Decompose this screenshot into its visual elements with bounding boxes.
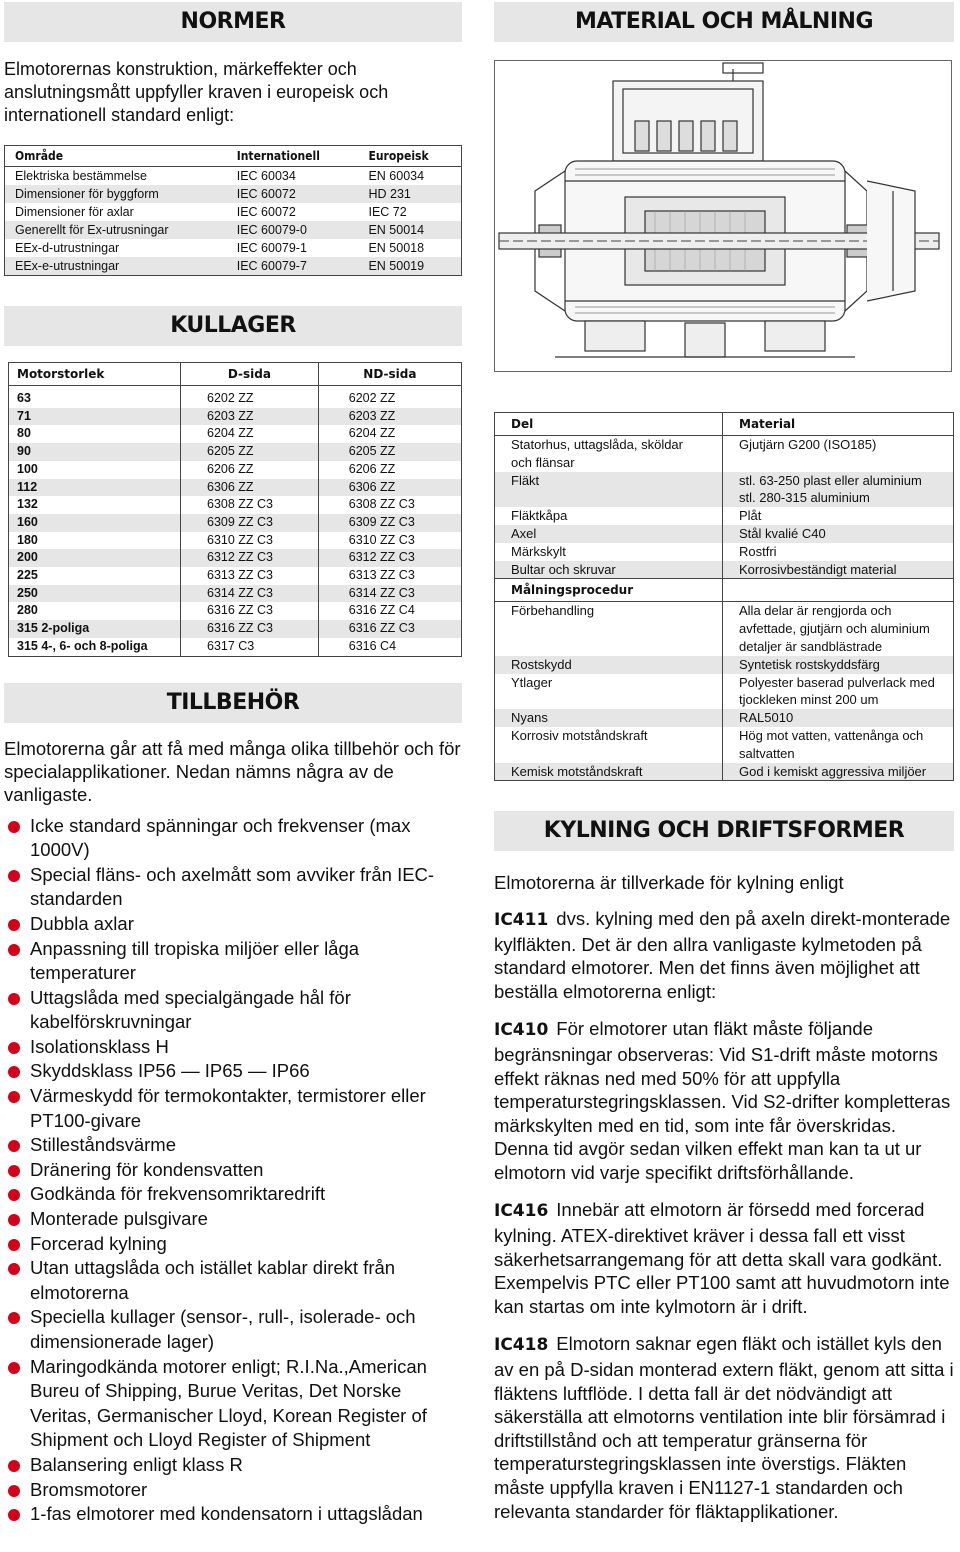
right-column [494, 2, 954, 1523]
normer-cell: EEx-e-utrustningar [5, 257, 227, 276]
motor-cross-section-drawing [494, 60, 952, 372]
tillbehor-item [4, 1355, 462, 1453]
kullager-cell: 225 [17, 568, 38, 583]
tillbehor-item-text: Anpassning till tropiska miljöer eller låga temperaturer [30, 937, 360, 984]
material-cell: Korrosivbeständigt material [723, 561, 954, 579]
material-row [495, 472, 954, 508]
bullet-icon [8, 1312, 20, 1324]
paint-cell: Nyans [495, 709, 723, 727]
kylning-intro: Elmotorerna är tillverkade för kylning enligt [494, 872, 844, 894]
kullager-cell: 6204 ZZ [318, 425, 461, 443]
normer-cell: Dimensioner för axlar [15, 205, 134, 219]
normer-cell: Generellt för Ex-utrusningar [5, 221, 227, 239]
tillbehor-item [4, 1478, 462, 1503]
kylning-blocks [494, 907, 954, 1523]
kullager-cell: 6309 ZZ C3 [181, 514, 319, 532]
tillbehor-item-text: Forcerad kylning [30, 1232, 167, 1254]
kullager-cell: 6316 ZZ C3 [181, 602, 319, 620]
tillbehor-item [4, 912, 462, 937]
bullet-icon [8, 1263, 20, 1275]
material-cell: Plåt [723, 507, 954, 525]
kullager-cell: 6316 ZZ C3 [318, 620, 461, 638]
kullager-row [9, 549, 462, 567]
tillbehor-item-text: Godkända för frekvensomriktaredrift [30, 1183, 326, 1205]
tillbehor-item [4, 1256, 462, 1305]
normer-header-omrade: Område [5, 146, 227, 167]
tillbehor-item [4, 863, 462, 912]
paint-cell: Kemisk motståndskraft [495, 763, 723, 781]
bullet-icon [8, 1485, 20, 1497]
kullager-row [9, 585, 462, 603]
tillbehor-item-text: Special fläns- och axelmått som avviker från IEC-standarden [30, 863, 435, 910]
tillbehor-item [4, 1232, 462, 1257]
bullet-icon [8, 1509, 20, 1521]
kullager-cell: 6202 ZZ [181, 386, 319, 408]
paint-cell: Rostskydd [495, 656, 723, 674]
tillbehor-item-text: Icke standard spänningar och frekvenser (max 1000V) [30, 814, 411, 861]
material-row [495, 436, 954, 472]
tillbehor-item [4, 1035, 462, 1060]
paint-row [495, 674, 954, 710]
kullager-cell: 6312 ZZ C3 [181, 549, 319, 567]
motor-drawing-svg [495, 61, 951, 371]
kullager-cell: 6316 ZZ C4 [318, 602, 461, 620]
bullet-icon [8, 821, 20, 833]
paint-row [495, 602, 954, 656]
material-cell: Stål kvalié C40 [723, 525, 954, 543]
material-table [494, 412, 954, 781]
normer-row [5, 257, 462, 276]
normer-cell: IEC 60079-1 [236, 241, 307, 255]
normer-header-europeisk: Europeisk [358, 146, 461, 167]
tillbehor-item-text: Dubbla axlar [30, 912, 134, 934]
material-cell: stl. 63-250 plast eller aluminium stl. 280-315 aluminium [723, 472, 954, 508]
bullet-icon [8, 870, 20, 882]
bullet-icon [8, 1066, 20, 1078]
bullet-icon [8, 919, 20, 931]
kullager-cell: 6316 C4 [318, 638, 461, 656]
cooling-method-block [494, 907, 954, 1003]
material-row [495, 507, 954, 525]
paint-row [495, 763, 954, 781]
kullager-cell: 6202 ZZ [318, 386, 461, 408]
bullet-icon [8, 1189, 20, 1201]
material-cell: Rostfri [723, 543, 954, 561]
kullager-header-d-sida: D-sida [181, 363, 319, 386]
cooling-method-block [494, 1198, 954, 1318]
tillbehor-item [4, 937, 462, 986]
kullager-cell: 6309 ZZ C3 [318, 514, 461, 532]
kullager-cell: 160 [9, 514, 181, 532]
tillbehor-item-text: Balansering enligt klass R [30, 1453, 243, 1475]
kullager-cell: 6203 ZZ [181, 408, 319, 426]
tillbehor-list [4, 814, 462, 1527]
kullager-row [9, 620, 462, 638]
normer-cell: EN 50014 [358, 221, 461, 239]
normer-cell: EN 50018 [368, 241, 425, 255]
tillbehor-intro: Elmotorerna går att få med många olika tillbehör och för specialapplikationer. Nedan nämns några av de vanligaste. [4, 737, 461, 805]
kullager-cell: 71 [9, 408, 181, 426]
normer-cell: EN 60034 [368, 169, 425, 183]
paint-row [495, 709, 954, 727]
kullager-cell: 112 [9, 479, 181, 497]
kullager-row [9, 408, 462, 426]
kullager-cell: 80 [17, 426, 31, 441]
paint-cell: Ytlager [511, 674, 553, 690]
material-cell: Fläkt [495, 472, 723, 508]
kullager-cell: 180 [17, 532, 38, 547]
cooling-method-block [494, 1017, 954, 1184]
left-column [4, 2, 462, 1527]
cooling-code: IC410 [494, 1020, 549, 1041]
paint-procedure-header-spacer [723, 579, 954, 602]
bullet-icon [8, 944, 20, 956]
bullet-icon [8, 1165, 20, 1177]
bullet-icon [8, 1140, 20, 1152]
kullager-cell: 250 [9, 585, 181, 603]
kylning-heading: KYLNING OCH DRIFTSFORMER [494, 811, 954, 851]
kullager-cell: 6308 ZZ C3 [318, 496, 461, 514]
cooling-code: IC416 [494, 1201, 549, 1222]
bullet-icon [8, 1214, 20, 1226]
kullager-cell: 200 [9, 549, 181, 567]
cooling-description: dvs. kylning med den på axeln direkt-monterade kylfläkten. Det är den allra vanligaste kylmetoden på standard elmotorer. Men det finns även möjlighet att beställa elmotorerna enligt: [494, 907, 951, 1002]
normer-row [5, 203, 462, 221]
tillbehor-item [4, 1453, 462, 1478]
kullager-cell: 6316 ZZ C3 [181, 620, 319, 638]
kullager-row [9, 496, 462, 514]
normer-heading: NORMER [4, 2, 462, 42]
normer-cell: EN 50019 [358, 257, 461, 276]
material-row [495, 525, 954, 543]
tillbehor-item-text: Monterade pulsgivare [30, 1208, 208, 1230]
tillbehor-item [4, 1084, 462, 1133]
kullager-table [8, 362, 462, 657]
tillbehor-item [4, 1207, 462, 1232]
bullet-icon [8, 1460, 20, 1472]
normer-cell: IEC 60072 [227, 185, 359, 203]
kullager-cell: 280 [17, 603, 38, 618]
kullager-row [9, 532, 462, 550]
kullager-cell: 6203 ZZ [318, 408, 461, 426]
kullager-row [9, 567, 462, 585]
material-heading: MATERIAL OCH MÅLNING [494, 2, 954, 42]
paint-cell: RAL5010 [723, 709, 954, 727]
normer-table [4, 145, 462, 276]
normer-header-internationell: Internationell [227, 146, 359, 167]
kullager-row [9, 638, 462, 656]
cooling-description: Innebär att elmotorn är försedd med forcerad kylning. ATEX-direktivet kräver i dessa fall ett visst säkerhetsarrangemang för att detta skall vara godkänt. Exempelvis PTC eller PT100 samt att huvudmotorn inte kan startas om inte kylmotorn är i drift. [494, 1199, 950, 1317]
kullager-row [9, 514, 462, 532]
tillbehor-item-text: Utan uttagslåda och istället kablar direkt från elmotorerna [30, 1257, 396, 1303]
kullager-cell: 6317 C3 [181, 638, 319, 656]
paint-cell: God i kemiskt aggressiva miljöer [723, 763, 954, 781]
kullager-cell: 6205 ZZ [181, 443, 319, 461]
kullager-heading: KULLAGER [4, 306, 462, 346]
bullet-icon [8, 1042, 20, 1054]
normer-cell: IEC 60072 [236, 205, 296, 219]
material-cell: Fläktkåpa [511, 508, 568, 524]
tillbehor-item-text: Skyddsklass IP56 — IP65 — IP66 [30, 1060, 310, 1082]
kullager-cell: 100 [17, 461, 38, 476]
cooling-method-block [494, 1332, 954, 1523]
tillbehor-item-text: Uttagslåda med specialgängade hål för kabelförskruvningar [30, 986, 351, 1033]
kullager-cell: 6314 ZZ C3 [181, 585, 319, 603]
material-cell: Märkskylt [511, 543, 566, 559]
kullager-cell: 6204 ZZ [181, 425, 319, 443]
paint-row [495, 656, 954, 674]
kullager-cell: 6313 ZZ C3 [181, 567, 319, 585]
kullager-cell: 6310 ZZ C3 [181, 532, 319, 550]
tillbehor-item-text: 1-fas elmotorer med kondensatorn i uttagslådan [30, 1503, 423, 1525]
tillbehor-item-text: Bromsmotorer [30, 1478, 148, 1500]
tillbehor-heading: TILLBEHÖR [4, 683, 462, 723]
kullager-cell: 6313 ZZ C3 [318, 567, 461, 585]
normer-row [5, 185, 462, 203]
material-cell: Bultar och skruvar [495, 561, 723, 579]
tillbehor-item [4, 1502, 462, 1527]
kullager-cell: 63 [17, 391, 31, 405]
kullager-cell: 6306 ZZ [181, 479, 319, 497]
tillbehor-item-text: Värmeskydd för termokontakter, termistorer eller PT100-givare [30, 1085, 426, 1131]
tillbehor-item-text: Stilleståndsvärme [30, 1134, 177, 1156]
paint-cell: Alla delar är rengjorda och avfettade, gjutjärn och aluminium detaljer är sandblästrade [723, 602, 954, 656]
paint-cell: Hög mot vatten, vattenånga och saltvatten [723, 727, 954, 763]
tillbehor-item [4, 1059, 462, 1084]
tillbehor-item [4, 1182, 462, 1207]
paint-cell: Korrosiv motståndskraft [511, 727, 648, 743]
kullager-header-nd-sida: ND-sida [318, 363, 461, 386]
kullager-cell: 6314 ZZ C3 [318, 585, 461, 603]
kullager-row [9, 602, 462, 620]
bullet-icon [8, 993, 20, 1005]
kullager-cell: 6308 ZZ C3 [181, 496, 319, 514]
kullager-header-motorstorlek: Motorstorlek [9, 363, 181, 386]
cooling-code: IC411 [494, 909, 549, 930]
normer-cell: Dimensioner för byggform [5, 185, 227, 203]
material-cell: Axel [495, 525, 723, 543]
tillbehor-item [4, 1133, 462, 1158]
tillbehor-item [4, 1305, 462, 1354]
normer-row [5, 167, 462, 186]
normer-cell: Elektriska bestämmelse [15, 169, 147, 183]
kullager-cell: 6205 ZZ [318, 443, 461, 461]
material-cell: Statorhus, uttagslåda, sköldar och flänsar [511, 437, 683, 470]
kullager-row [9, 461, 462, 479]
paint-cell: Polyester baserad pulverlack med tjockleken minst 200 um [723, 674, 954, 710]
normer-intro: Elmotorernas konstruktion, märkeffekter och anslutningsmått uppfyller kraven i europeisk och internationell standard enligt: [4, 59, 389, 125]
normer-cell: EEx-d-utrustningar [15, 241, 120, 255]
normer-cell: IEC 72 [368, 205, 407, 219]
material-cell: Gjutjärn G200 (ISO185) [723, 436, 954, 472]
tillbehor-item-text: Dränering för kondensvatten [30, 1158, 264, 1180]
material-row [495, 561, 954, 579]
tillbehor-item [4, 814, 462, 863]
bullet-icon [8, 1091, 20, 1103]
kullager-cell: 6312 ZZ C3 [318, 549, 461, 567]
kullager-row [9, 386, 462, 408]
tillbehor-item [4, 1158, 462, 1183]
normer-cell: IEC 60034 [236, 169, 296, 183]
kullager-cell: 90 [9, 443, 181, 461]
kullager-cell: 6306 ZZ [318, 479, 461, 497]
bullet-icon [8, 1239, 20, 1251]
cooling-code: IC418 [494, 1335, 549, 1356]
cooling-description: Elmotorn saknar egen fläkt och istället kyls den av en på D-sidan monterad extern fläkt, genom att sitta i fläktens luftflöde. I detta fall är det nödvändigt att säkerställa att elmotorns ventilation inte blir försämrad i driftstillstånd och att temperatur gränserna för temperaturstegringsklassen inte överstigs. Fläkten måste uppfylla kraven i EN1127-1 standarden och relevanta standarder för fläktapplikationer. [494, 1333, 954, 1522]
tillbehor-item-text: Isolationsklass H [30, 1035, 169, 1057]
paint-procedure-header: Målningsprocedur [495, 579, 723, 602]
material-header-material: Material [723, 413, 954, 436]
tillbehor-item [4, 986, 462, 1035]
material-header-del: Del [495, 413, 723, 436]
tillbehor-item-text: Speciella kullager (sensor-, rull-, isolerade- och dimensionerade lager) [30, 1306, 416, 1353]
kullager-cell: 6206 ZZ [181, 461, 319, 479]
normer-row [5, 239, 462, 257]
kullager-cell: 315 4-, 6- och 8-poliga [17, 638, 148, 653]
normer-row [5, 221, 462, 239]
paint-row [495, 727, 954, 763]
kullager-row [9, 443, 462, 461]
normer-cell: HD 231 [358, 185, 461, 203]
normer-cell: IEC 60079-7 [227, 257, 359, 276]
material-row [495, 543, 954, 561]
tillbehor-item-text: Maringodkända motorer enligt; R.I.Na.,American Bureu of Shipping, Burue Veritas, Det Norske Veritas, Germanischer Lloyd, Korean Register of Shipment och Lloyd Register of Shipment [30, 1355, 427, 1451]
paint-cell: Syntetisk rostskyddsfärg [723, 656, 954, 674]
bullet-icon [8, 1362, 20, 1374]
kullager-row [9, 479, 462, 497]
cooling-description: För elmotorer utan fläkt måste följande begränsningar observeras: Vid S1-drift måste motorns effekt räknas ned med 50% för att uppfylla temperaturstegringsklassen. Vid S2-drifter kompletteras märkskylten med en tid, som inte får överskridas. Denna tid avgör sedan vilken effekt man kan ta ut ur elmotorn vid varje specifikt driftsförhållande. [494, 1018, 951, 1183]
kullager-cell: 315 2-poliga [9, 620, 181, 638]
kullager-cell: 6310 ZZ C3 [318, 532, 461, 550]
paint-cell: Förbehandling [511, 603, 595, 619]
kullager-cell: 132 [17, 497, 38, 512]
normer-cell: IEC 60079-0 [227, 221, 359, 239]
kullager-row [9, 425, 462, 443]
kullager-cell: 6206 ZZ [318, 461, 461, 479]
